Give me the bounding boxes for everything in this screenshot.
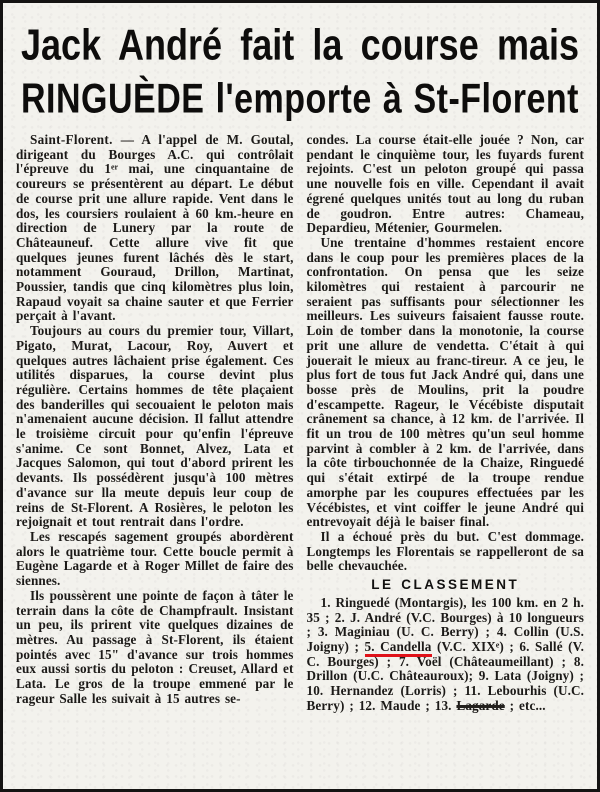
classement-heading: LE CLASSEMENT (371, 577, 520, 593)
dateline-lead: Saint-Florent. (30, 132, 113, 147)
headline-line-1: Jack André fait la course mais (21, 19, 579, 70)
paragraph-breakaway: Ils poussèrent une pointe de façon à tâter le terrain dans la côte de Champfrault. Insistant un peu, ils prirent vite quelques dizaines de mètres. Au passage à St-Florent, ils étaient pointés avec 15" d'avance sur trois hommes eux aussi sortis du peloton : Creuset, Allard et Lata. Le gros de la troupe emmené par le rageur Salle les suivait à 15 autres se- (16, 587, 294, 706)
classement-part2: (V.C. XIXᵉ) ; 6. Sallé (V. C. Bourges) ; 7. Voël (Châteaumeillant) ; 8. Drillon (U.C. Châteauroux); 9. Lata (Joigny) ; 10. Hernandez (Lorris) ; 11. Lebourhis (U.C. Berry) ; 12. Maude ; 13. (306, 638, 584, 713)
paragraph-final-attack: Une trentaine d'hommes restaient encore dans le coup pour les premières places de la confrontation. On pensa que les seize kilomètres qui restaient à parcourir ne seraient pas suffisants pour sélectionner les meilleurs. Les suiveurs faisaient fausse route. Loin de tomber dans la monotonie, la course prit une allure de vendetta. C'était à qui jouerait le mieux au franc-tireur. A ce jeu, le plus fort de tous fut Jack André qui, dans une bosse près de Moulins, prit la poudre d'escampette. Rageur, le Vécébiste disputait crânement sa chance, à 12 km. de l'arrivée. Il fit un trou de 100 mètres qu'un seul homme parvint à combler à 2 km. de l'arrivée, dans la côte tirbouchonnée de la Chaize, Ringuedé qui s'était extirpé de la troupe rendue amorphe par les coupures effectuées par les Vécébistes, et vint coiffer le jeune André qui entrevoyait déjà le baiser final. (306, 234, 584, 530)
classement-list (307, 596, 585, 714)
headline-line-2: RINGUÈDE l'emporte à St-Florent (21, 75, 579, 123)
paragraph-intro-text: — A l'appel de M. Goutal, dirigeant du Bourges A.C. qui contrôlait l'épreuve du 1ᵉʳ mai, une cinquantaine de coureurs se présentèrent au départ. Le début de course prit une allure rapide. Vent dans le dos, les coursiers roulaient à 60 km.-heure en direction de Lunery par la route de Châteauneuf. Cette allure vive fit que quelques jeunes furent lâchés dès le start, notamment Gouraud, Drillon, Martinat, Poussier, tandis que cinq kilomètres plus loin, Rapaud voyait sa chaine sauter et que Ferrier perçait à l'avant. (16, 132, 294, 324)
classement-highlighted-entry: 5. Candella (365, 639, 432, 657)
paragraph-conclusion: Il a échoué près du but. C'est dommage. Longtemps les Florentais se rappelleront de sa belle chevauchée. (306, 528, 584, 574)
paragraph-fourth-lap: Les rescapés sagement groupés abordèrent alors le quatrième tour. Cette boucle permit à Eugène Lagarde et à Roger Millet de faire des siennes. (16, 528, 294, 589)
article-columns (3, 119, 597, 767)
headline (3, 3, 597, 123)
paragraph-first-lap: Toujours au cours du premier tour, Villart, Pigato, Murat, Lacour, Roy, Auvert et quelques autres lâchaient prise également. Ces utilités disparues, la course devint plus régulière. Certains hommes de tête plaçaient des banderilles qui secouaient le peloton mais n'amenaient aucune décision. Il fallut attendre le troisième circuit pour qu'enfin l'épreuve s'anime. Ce sont Bonnet, Alvez, Lata et Jacques Salomon, qui tout d'abord prirent les devants. Ils possédèrent jusqu'à 100 mètres d'avance sur lla meute depuis leur coup de reins de St-Florent. A Rosières, le peloton les rejoignait et tout rentrait dans l'ordre. (16, 323, 294, 530)
left-column (16, 133, 294, 767)
paragraph-fifth-lap: condes. La course était-elle jouée ? Non, car pendant le cinquième tour, les fuyards furent rejoints. C'est un peloton groupé qui passa une nouvelle fois en ville. Cependant il avait égrené quelques unités tout au long du ruban de goudron. Entre autres: Chameau, Depardieu, Métenier, Gourmelen. (306, 132, 584, 236)
classement-part1: 1. Ringuedé (Montargis), les 100 km. en 2 h. 35 ; 2. J. André (V.C. Bourges) à 10 longueurs ; 3. Maginiau (U. C. Berry) ; 4. Collin (U.S. Joigny) ; (306, 594, 584, 654)
paragraph-intro (16, 133, 294, 324)
classement-part3: ; etc... (504, 697, 546, 713)
right-column (307, 133, 585, 767)
classement-struck-entry: Lagarde (456, 697, 505, 713)
